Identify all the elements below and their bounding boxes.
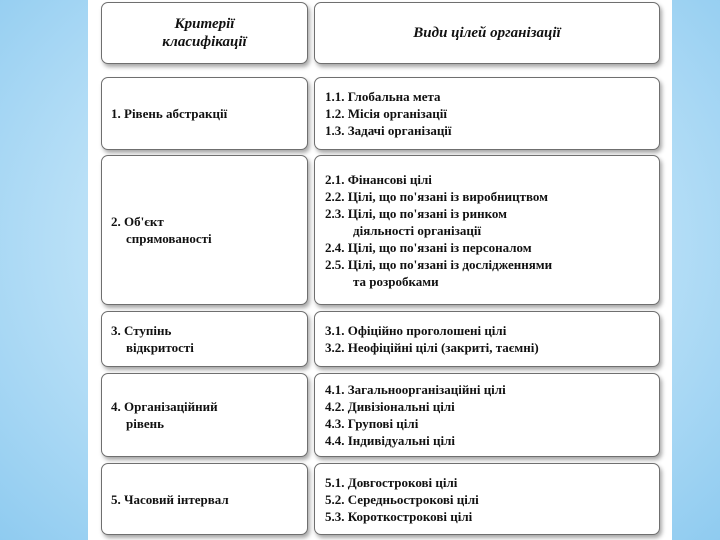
goal-item: 4.2. Дивізіональні цілі bbox=[325, 399, 455, 414]
goals-box-2 bbox=[314, 155, 660, 305]
criterion-box-2 bbox=[101, 155, 308, 305]
criterion-label bbox=[111, 322, 194, 356]
goal-item: 2.5. Цілі, що по'язані із дослідженнями bbox=[325, 256, 553, 272]
criterion-line: рівень bbox=[126, 416, 164, 431]
goal-item: 2.3. Цілі, що по'язані із ринком bbox=[325, 205, 508, 221]
header-criteria-line1: Критерії bbox=[174, 16, 235, 32]
header-criteria-box bbox=[101, 2, 308, 64]
goal-item: 1.3. Задачі організації bbox=[325, 123, 452, 138]
criterion-label bbox=[111, 398, 218, 432]
goal-item: 2.4. Цілі, що по'язані із персоналом bbox=[325, 239, 532, 255]
criterion-line: 4. Організаційний bbox=[111, 399, 218, 414]
goal-item-continuation: та розробками bbox=[353, 273, 439, 289]
header-goal-types-label: Види цілей організації bbox=[413, 25, 561, 41]
criterion-line: відкритості bbox=[126, 340, 194, 355]
goals-box-4 bbox=[314, 373, 660, 457]
criterion-label bbox=[111, 105, 227, 122]
goal-item: 4.1. Загальноорганізаційні цілі bbox=[325, 382, 506, 397]
criterion-line: 1. Рівень абстракції bbox=[111, 106, 228, 121]
goal-item: 1.1. Глобальна мета bbox=[325, 89, 441, 104]
goal-item: 5.2. Середньострокові цілі bbox=[325, 491, 479, 507]
goal-item-continuation: діяльності організації bbox=[353, 222, 482, 238]
header-goal-types-box bbox=[314, 2, 660, 64]
goal-item: 3.1. Офіційно проголошені цілі bbox=[325, 323, 507, 338]
goals-box-3 bbox=[314, 311, 660, 367]
header-criteria-label bbox=[162, 15, 246, 51]
criterion-label bbox=[111, 491, 229, 508]
goal-item: 5.1. Довгострокові цілі bbox=[325, 474, 458, 490]
goal-item: 4.4. Індивідуальні цілі bbox=[325, 433, 456, 448]
criterion-label bbox=[111, 213, 212, 247]
criterion-line: 5. Часовий інтервал bbox=[111, 491, 229, 507]
goal-item: 4.3. Групові цілі bbox=[325, 416, 419, 431]
goal-item: 2.1. Фінансові цілі bbox=[325, 171, 432, 187]
diagram-sheet bbox=[88, 0, 672, 540]
criterion-box-4 bbox=[101, 373, 308, 457]
criterion-line: спрямованості bbox=[126, 231, 212, 246]
goal-item: 5.3. Короткострокові цілі bbox=[325, 508, 473, 524]
goals-box-5 bbox=[314, 463, 660, 535]
criterion-box-1 bbox=[101, 77, 308, 150]
criterion-box-5 bbox=[101, 463, 308, 535]
criterion-line: 2. Об'єкт bbox=[111, 214, 164, 229]
goal-item: 2.2. Цілі, що по'язані із виробництвом bbox=[325, 188, 549, 204]
goal-item: 1.2. Місія організації bbox=[325, 106, 447, 121]
header-criteria-line2: класифікації bbox=[162, 34, 247, 50]
goals-box-1 bbox=[314, 77, 660, 150]
criterion-line: 3. Ступінь bbox=[111, 323, 172, 338]
goal-item: 3.2. Неофіційні цілі (закриті, таємні) bbox=[325, 340, 539, 355]
criterion-box-3 bbox=[101, 311, 308, 367]
